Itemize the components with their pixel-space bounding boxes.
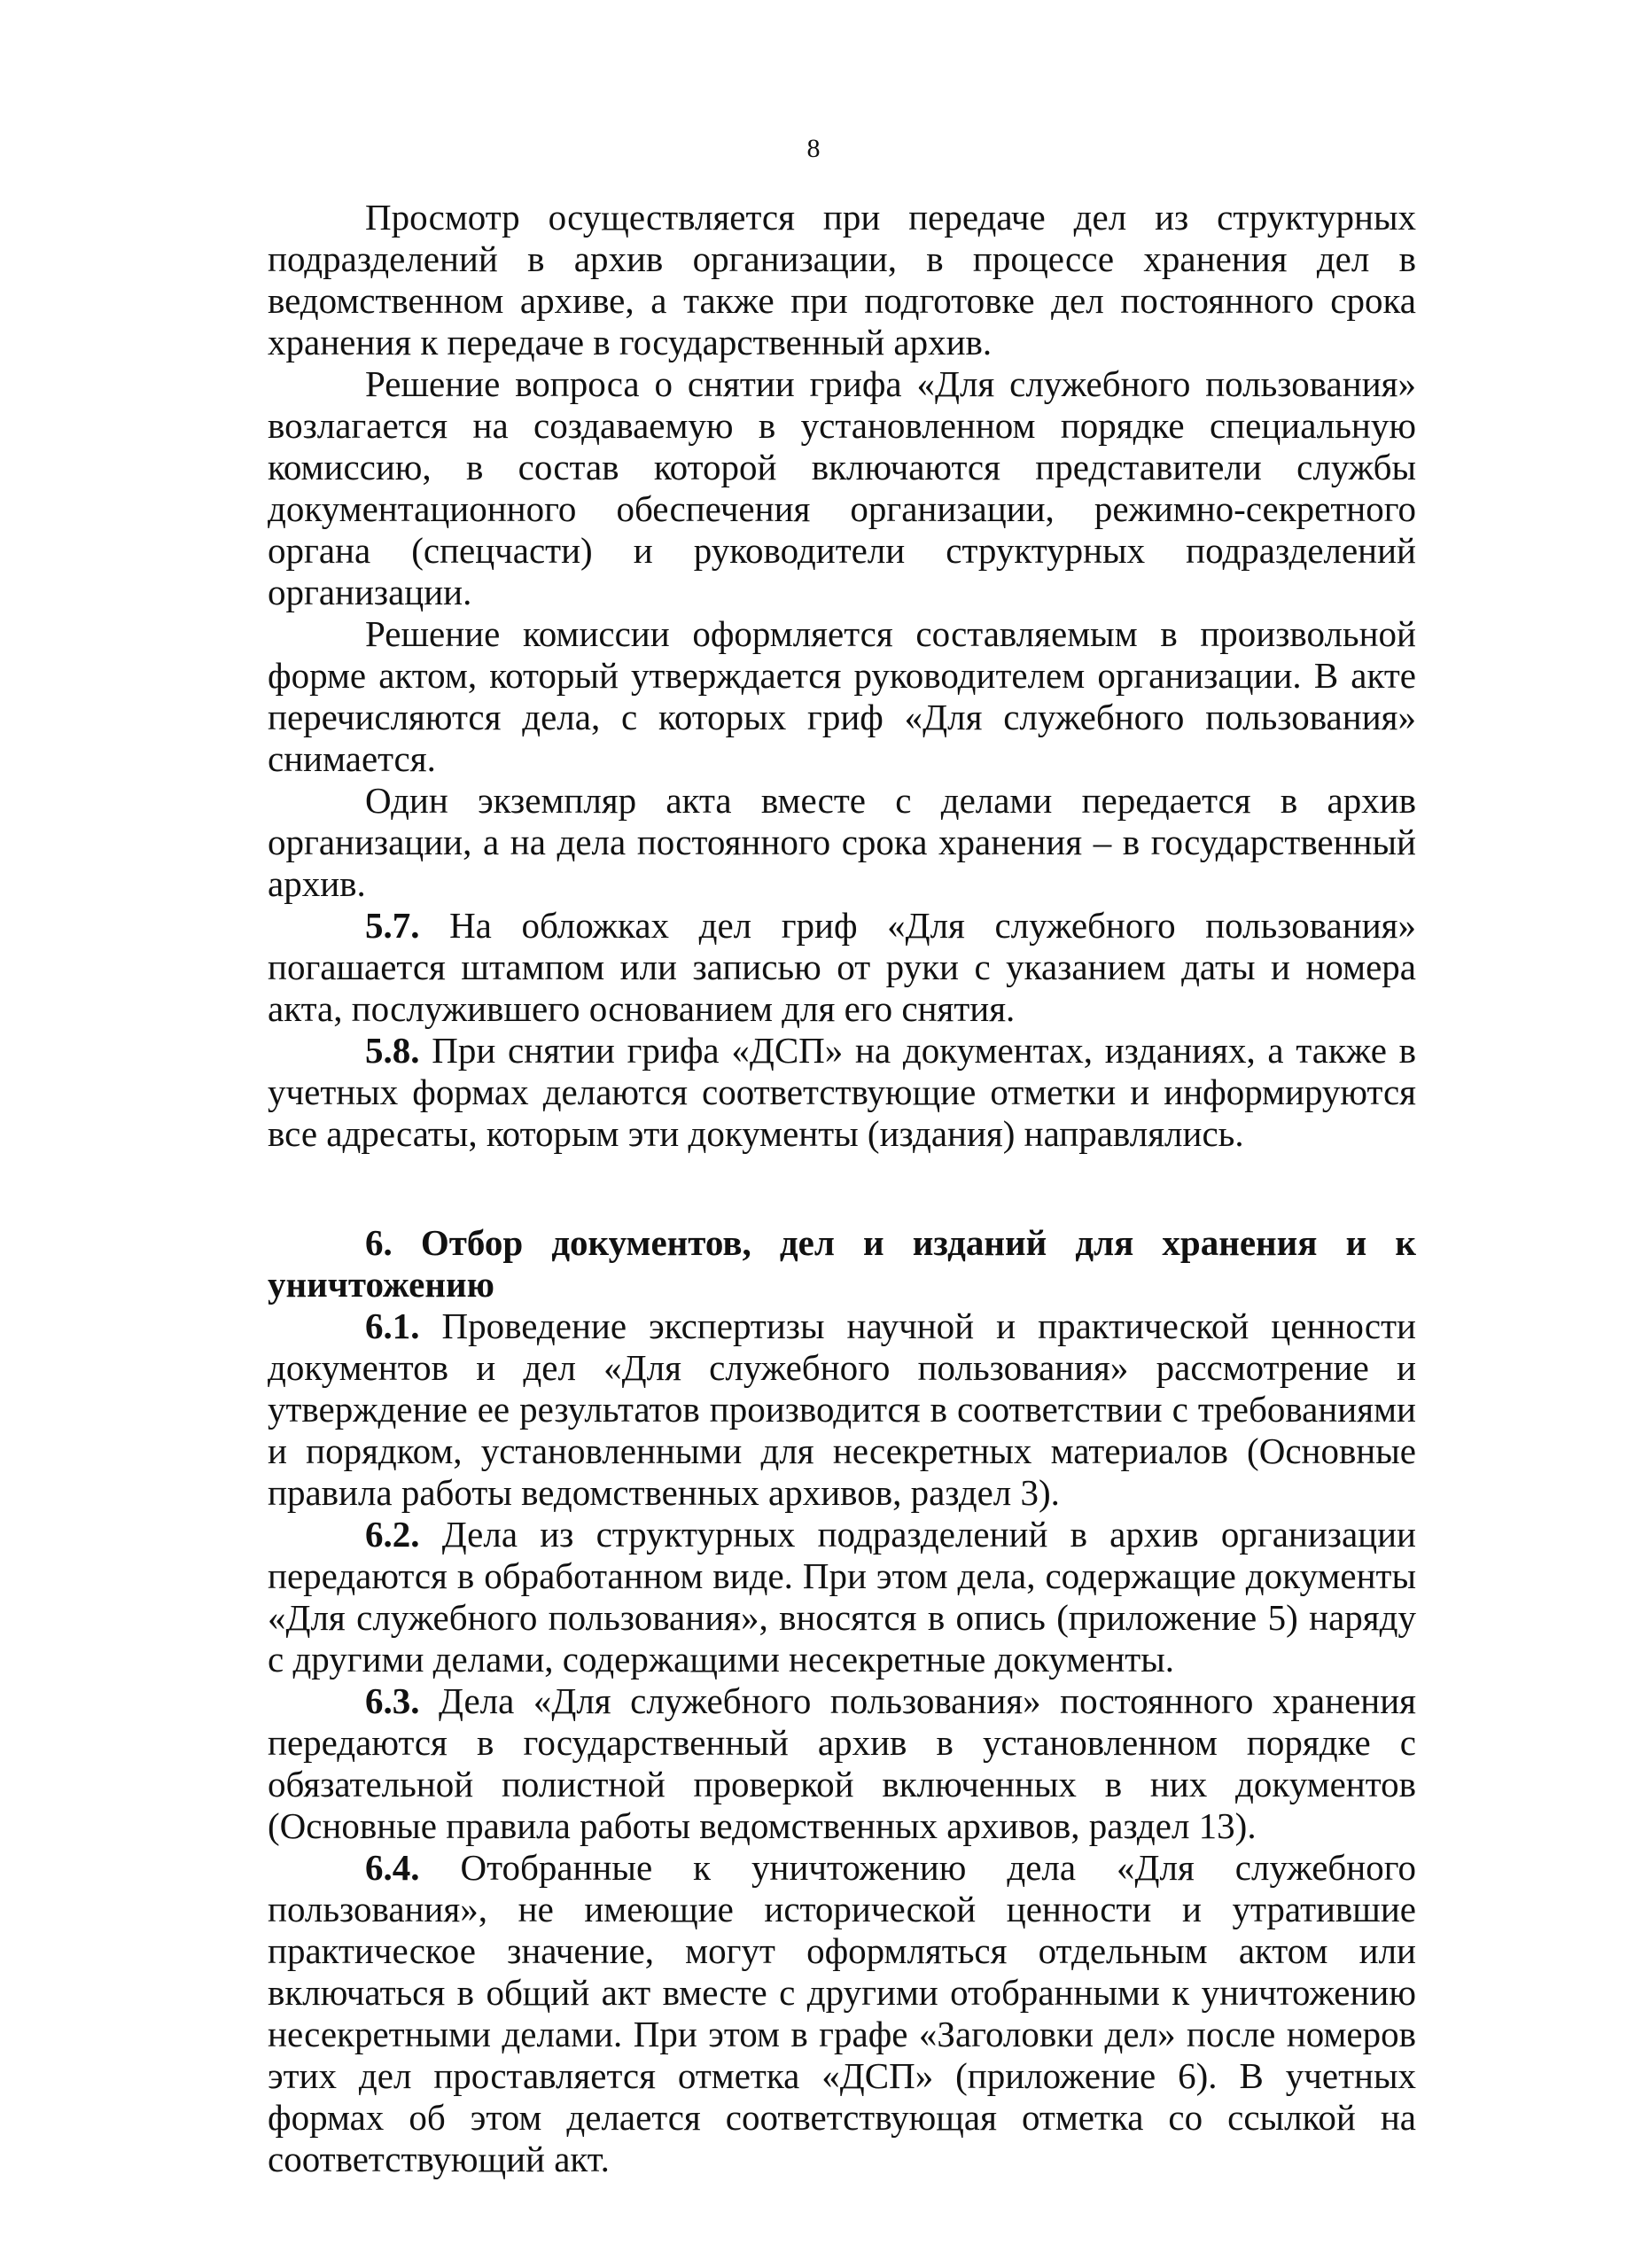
paragraph-6-3 [268, 1680, 1416, 1847]
paragraph-6-2 [268, 1514, 1416, 1680]
paragraph-5-8 [268, 1030, 1416, 1155]
paragraph-number: 5.8. [365, 1030, 420, 1071]
paragraph-number: 6.1. [365, 1305, 420, 1346]
paragraph-text: Отобранные к уничтожению дела «Для служебного пользования», не имеющие исторической ценности и утратившие практическое значение, могут оформляться отдельным актом или включаться в общий акт вместе с другими отобранными к уничтожению несекретными делами. При этом в графе «Заголовки дел» после номеров этих дел проставляется отметка «ДСП» (приложение 6). В учетных формах об этом делается соответствующая отметка со ссылкой на соответствующий акт. [268, 1847, 1417, 2179]
paragraph-text: Просмотр осуществляется при передаче дел из структурных подразделений в архив организации, в процессе хранения дел в ведомственном архиве, а также при подготовке дел постоянного срока хранения к передаче в государственный архив. [268, 197, 1416, 362]
page-body [268, 197, 1416, 2180]
paragraph-text: Дела из структурных подразделений в архив организации передаются в обработанном виде. При этом дела, содержащие документы «Для служебного пользования», вносятся в опись (приложение 5) наряду с другими делами, содержащими несекретные документы. [268, 1514, 1416, 1680]
paragraph-text: Решение комиссии оформляется составляемым в произвольной форме актом, который утверждается руководителем организации. В акте перечисляются дела, с которых гриф «Для служебного пользования» снимается. [268, 613, 1416, 779]
paragraph-6-4 [268, 1847, 1416, 2180]
paragraph-act [268, 613, 1416, 780]
section-heading: 6. Отбор документов, дел и изданий для хранения и к уничтожению [268, 1222, 1416, 1305]
paragraph-text: Один экземпляр акта вместе с делами передается в архив организации, а на дела постоянного срока хранения – в государственный архив. [268, 780, 1416, 904]
paragraph-text: Дела «Для служебного пользования» постоянного хранения передаются в государственный архив в установленном порядке с обязательной полистной проверкой включенных в них документов (Основные правила работы ведомственных архивов, раздел 13). [268, 1680, 1417, 1846]
paragraph-commission [268, 363, 1416, 613]
paragraph-number: 6.4. [365, 1847, 420, 1888]
paragraph-5-7 [268, 905, 1416, 1030]
paragraph-number: 5.7. [365, 905, 420, 946]
paragraph-text: Решение вопроса о снятии грифа «Для служебного пользования» возлагается на создаваемую в установленном порядке специальную комиссию, в состав которой включаются представители службы документационного обеспечения организации, режимно-секретного органа (спецчасти) и руководители структурных подразделений организации. [268, 363, 1416, 612]
paragraph-text: На обложках дел гриф «Для служебного пользования» погашается штампом или записью от руки с указанием даты и номера акта, послужившего основанием для его снятия. [268, 905, 1417, 1029]
paragraph-number: 6.2. [365, 1514, 420, 1555]
paragraph-text: Проведение экспертизы научной и практической ценности документов и дел «Для служебного пользования» рассмотрение и утверждение ее результатов производится в соответствии с требованиями и порядком, установленными для несекретных материалов (Основные правила работы ведомственных архивов, раздел 3). [268, 1305, 1416, 1513]
paragraph-review [268, 197, 1416, 363]
paragraph-number: 6.3. [365, 1680, 420, 1721]
page-number: 8 [806, 134, 821, 163]
paragraph-text: При снятии грифа «ДСП» на документах, изданиях, а также в учетных формах делаются соответствующие отметки и информируются все адресаты, которым эти документы (издания) направлялись. [268, 1030, 1416, 1154]
paragraph-act-copy [268, 780, 1416, 905]
paragraph-6-1 [268, 1305, 1416, 1514]
